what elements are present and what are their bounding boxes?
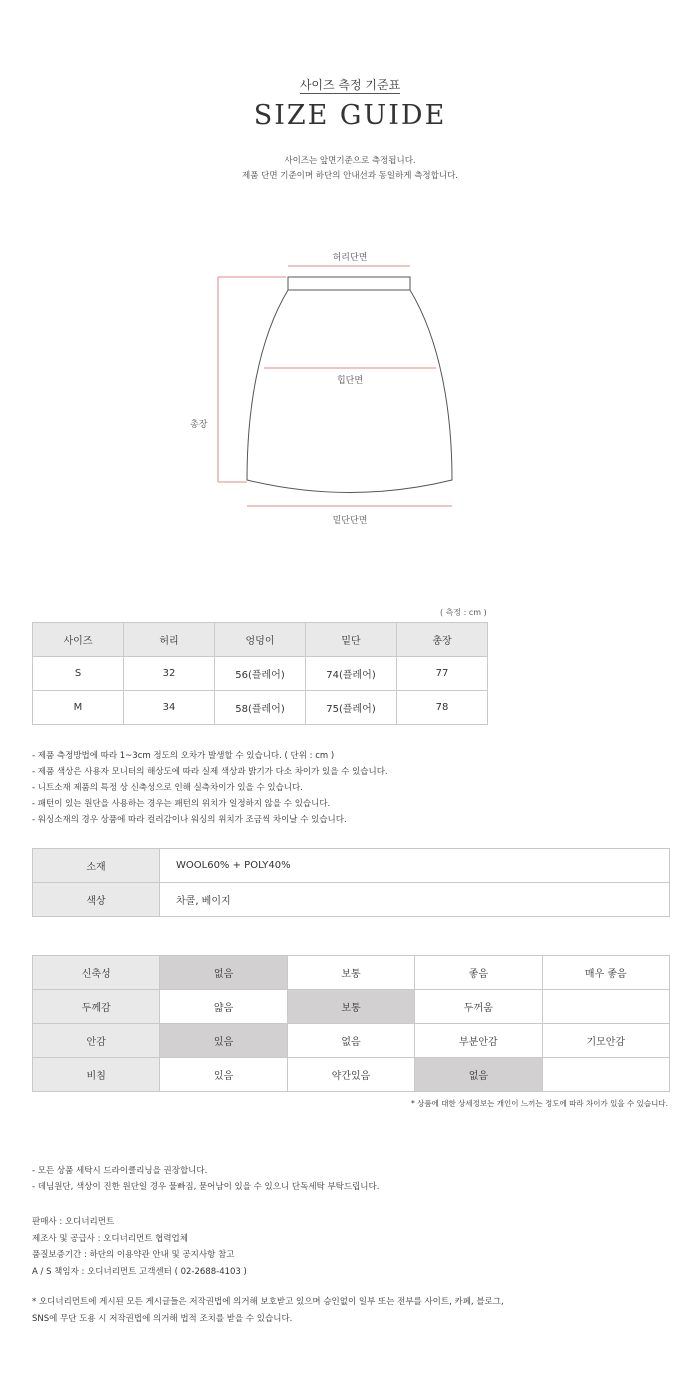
care-item: - 데님원단, 색상이 진한 원단일 경우 물빠짐, 묻어남이 있을 수 있으니 단독세탁 부탁드립니다. bbox=[32, 1182, 380, 1192]
feature-row-thickness bbox=[33, 990, 670, 1024]
size-table bbox=[32, 622, 488, 725]
table-row bbox=[33, 657, 488, 691]
feature-footnote: * 상품에 대한 상세정보는 개인이 느끼는 정도에 따라 차이가 있을 수 있습니다. bbox=[411, 1099, 668, 1108]
length-cell: 78 bbox=[397, 691, 488, 725]
hem-col-header: 밑단 bbox=[306, 623, 397, 657]
length-measure-label: 총장 bbox=[190, 420, 208, 430]
feature-table bbox=[32, 955, 670, 1092]
material-table bbox=[32, 848, 670, 917]
feature-row-lining bbox=[33, 1024, 670, 1058]
waist-col-header: 허리 bbox=[124, 623, 215, 657]
feature-option: 두꺼움 bbox=[415, 990, 542, 1024]
size-cell: S bbox=[33, 657, 124, 691]
guide-description-line-1: 사이즈는 앞면기준으로 측정됩니다. bbox=[284, 156, 416, 166]
seller-line: 판매사 : 오디너리먼트 bbox=[32, 1217, 115, 1227]
waist-cell: 34 bbox=[124, 691, 215, 725]
copyright-notice bbox=[32, 1294, 504, 1327]
color-label: 색상 bbox=[33, 883, 160, 917]
feature-option: 있음 bbox=[160, 1024, 287, 1058]
note-item: - 제품 측정방법에 따라 1~3cm 정도의 오차가 발생할 수 있습니다. ( 단위 : cm ) bbox=[32, 751, 335, 761]
care-item: - 모든 상품 세탁시 드라이클리닝을 권장합니다. bbox=[32, 1166, 208, 1176]
material-label: 소재 bbox=[33, 849, 160, 883]
warranty-line: 품질보증기간 : 하단의 이용약관 안내 및 공지사항 참고 bbox=[32, 1250, 235, 1260]
feature-label: 두께감 bbox=[33, 990, 160, 1024]
measurement-notes bbox=[32, 748, 388, 828]
feature-option bbox=[542, 990, 669, 1024]
hip-cell: 58(플레어) bbox=[215, 691, 306, 725]
hip-col-header: 엉덩이 bbox=[215, 623, 306, 657]
note-item: - 패턴이 있는 원단을 사용하는 경우는 패턴의 위치가 일정하지 않을 수 있습니다. bbox=[32, 799, 331, 809]
feature-option: 있음 bbox=[160, 1058, 287, 1092]
feature-row-sheerness bbox=[33, 1058, 670, 1092]
copyright-line: * 오디너리먼트에 게시된 모든 게시글들은 저작권법에 의거해 보호받고 있으며 승인없이 일부 또는 전부를 사이트, 카페, 블로그, bbox=[32, 1297, 504, 1307]
hem-cell: 75(플레어) bbox=[306, 691, 397, 725]
size-guide-subtitle-text: 사이즈 측정 기준표 bbox=[299, 78, 401, 92]
color-row bbox=[33, 883, 670, 917]
feature-option: 없음 bbox=[287, 1024, 414, 1058]
note-item: - 니트소재 제품의 특정 상 신축성으로 인해 실측차이가 있을 수 있습니다. bbox=[32, 783, 303, 793]
measure-unit: ( 측정 : cm ) bbox=[440, 608, 487, 617]
feature-option: 없음 bbox=[415, 1058, 542, 1092]
note-item: - 워싱소재의 경우 상품에 따라 컬러감이나 워싱의 위치가 조금씩 차이날 수 있습니다. bbox=[32, 815, 347, 825]
size-table-header-row bbox=[33, 623, 488, 657]
feature-option: 얇음 bbox=[160, 990, 287, 1024]
skirt-diagram bbox=[0, 0, 700, 560]
as-contact-line: A / S 책임자 : 오디너리먼트 고객센터 ( 02-2688-4103 ) bbox=[32, 1266, 247, 1277]
size-cell: M bbox=[33, 691, 124, 725]
feature-option: 좋음 bbox=[415, 956, 542, 990]
feature-option: 보통 bbox=[287, 990, 414, 1024]
hem-cell: 74(플레어) bbox=[306, 657, 397, 691]
waist-measure-label: 허리단면 bbox=[332, 253, 368, 263]
feature-option: 보통 bbox=[287, 956, 414, 990]
skirt-outline bbox=[247, 277, 452, 493]
feature-option: 매우 좋음 bbox=[542, 956, 669, 990]
care-notes bbox=[32, 1163, 379, 1195]
note-item: - 제품 색상은 사용자 모니터의 해상도에 따라 실제 색상과 밝기가 다소 차이가 있을 수 있습니다. bbox=[32, 767, 388, 777]
feature-label: 비침 bbox=[33, 1058, 160, 1092]
feature-option bbox=[542, 1058, 669, 1092]
waist-cell: 32 bbox=[124, 657, 215, 691]
feature-option: 약간있음 bbox=[287, 1058, 414, 1092]
page-title: SIZE GUIDE bbox=[253, 100, 447, 131]
hem-measure-label: 밑단단면 bbox=[332, 516, 368, 526]
feature-option: 기모안감 bbox=[542, 1024, 669, 1058]
material-value: WOOL60% + POLY40% bbox=[160, 849, 670, 883]
copyright-line: SNS에 무단 도용 시 저작권법에 의거해 법적 조치를 받을 수 있습니다. bbox=[32, 1313, 293, 1324]
feature-label: 신축성 bbox=[33, 956, 160, 990]
hip-measure-label: 힙단면 bbox=[336, 376, 364, 386]
hip-cell: 56(플레어) bbox=[215, 657, 306, 691]
table-row bbox=[33, 691, 488, 725]
size-col-header: 사이즈 bbox=[33, 623, 124, 657]
manufacturer-line: 제조사 및 공급사 : 오디너리먼트 협력업체 bbox=[32, 1233, 188, 1244]
material-row bbox=[33, 849, 670, 883]
feature-option: 없음 bbox=[160, 956, 287, 990]
feature-row-stretch bbox=[33, 956, 670, 990]
feature-option: 부분안감 bbox=[415, 1024, 542, 1058]
color-value: 차콜, 베이지 bbox=[160, 883, 670, 917]
length-col-header: 총장 bbox=[397, 623, 488, 657]
guide-description-line-2: 제품 단면 기준이며 하단의 안내선과 동일하게 측정합니다. bbox=[242, 171, 458, 181]
seller-info bbox=[32, 1214, 247, 1280]
feature-label: 안감 bbox=[33, 1024, 160, 1058]
length-cell: 77 bbox=[397, 657, 488, 691]
